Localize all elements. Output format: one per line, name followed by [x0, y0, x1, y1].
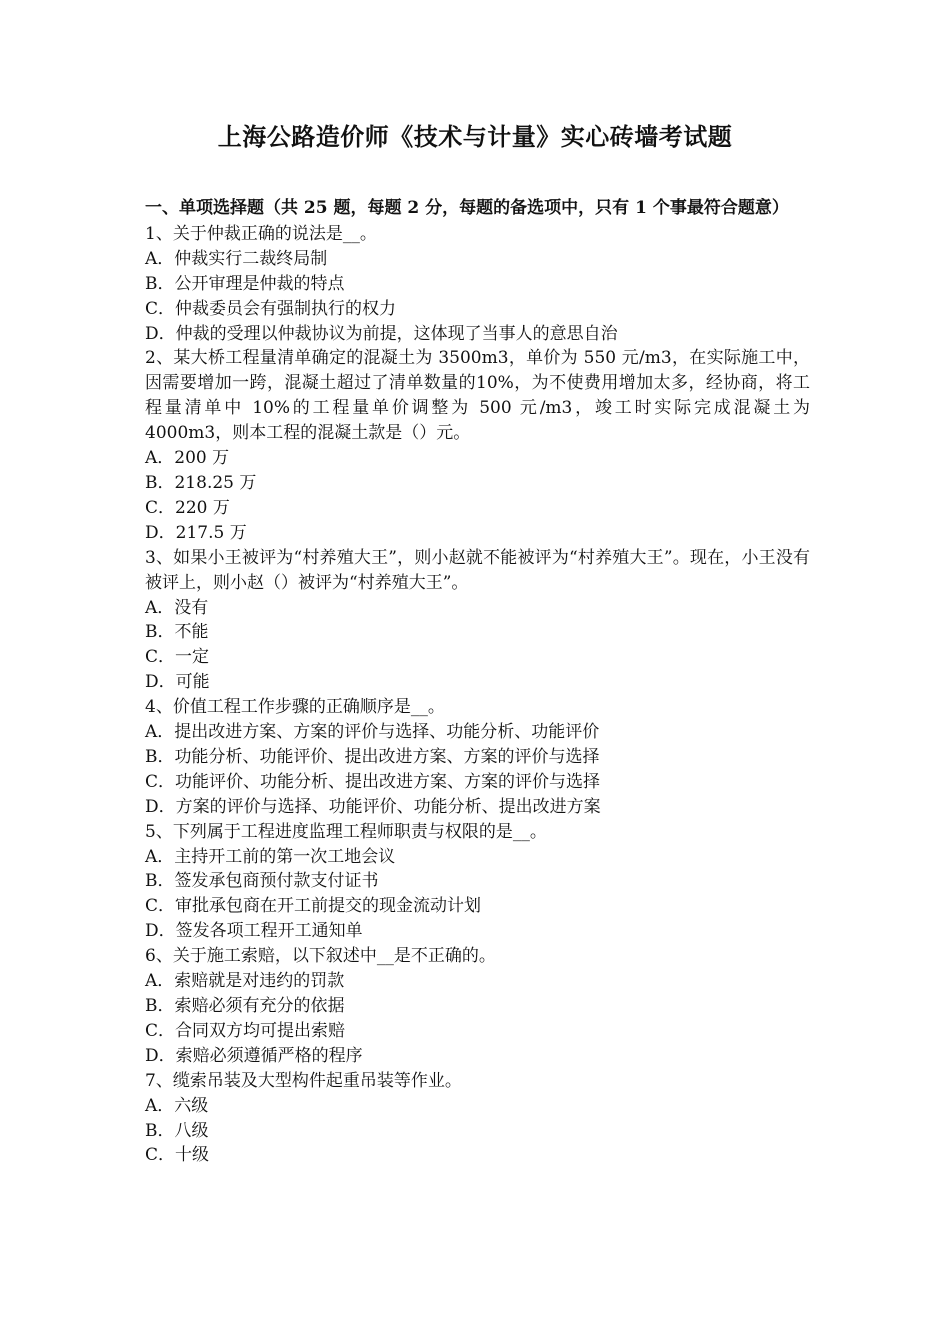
option-a: A．提出改进方案、方案的评价与选择、功能分析、功能评价 — [145, 722, 600, 743]
option-b: B．218.25 万 — [145, 472, 257, 493]
question-stem: 2、某大桥工程量清单确定的混凝土为 3500m3，单价为 550 元/m3，在实际施工中，因需要增加一跨，混凝土超过了清单数量的10%，为不使费用增加太多，经协商，将工程量清单中 10%的工程量单价调整为 500 元/m3，竣工时实际完成混凝土为 4000m3，则本工程的混凝土款是（）元。 — [145, 348, 810, 444]
option-b: B．签发承包商预付款支付证书 — [145, 871, 379, 892]
option-c: C．审批承包商在开工前提交的现金流动计划 — [145, 896, 482, 917]
question-stem: 4、价值工程工作步骤的正确顺序是__。 — [145, 697, 445, 718]
document-body — [145, 196, 810, 1168]
option-c: C．220 万 — [145, 497, 230, 518]
option-d: D．仲裁的受理以仲裁协议为前提，这体现了当事人的意思自治 — [145, 323, 618, 344]
option-a: A．没有 — [145, 597, 209, 618]
question-stem: 1、关于仲裁正确的说法是__。 — [145, 223, 377, 244]
option-b: B．公开审理是仲裁的特点 — [145, 273, 345, 294]
question-stem: 5、下列属于工程进度监理工程师职责与权限的是__。 — [145, 821, 547, 842]
option-b: B．索赔必须有充分的依据 — [145, 996, 345, 1016]
question-stem: 6、关于施工索赔，以下叙述中__是不正确的。 — [145, 946, 496, 967]
question-stem: 3、如果小王被评为“村养殖大王”，则小赵就不能被评为“村养殖大王”。现在，小王没有被评上，则小赵（）被评为“村养殖大王”。 — [145, 547, 810, 593]
option-a: A．仲裁实行二裁终局制 — [145, 248, 328, 269]
option-c: C．仲裁委员会有强制执行的权力 — [145, 298, 397, 319]
option-b: B．功能分析、功能评价、提出改进方案、方案的评价与选择 — [145, 746, 600, 767]
question-3 — [145, 546, 810, 695]
option-d: D．签发各项工程开工通知单 — [145, 921, 363, 942]
option-d: D．217.5 万 — [145, 522, 247, 543]
option-c: C．十级 — [145, 1145, 210, 1166]
option-a: A．主持开工前的第一次工地会议 — [145, 846, 396, 867]
option-c: C．一定 — [145, 647, 210, 668]
option-b: B．八级 — [145, 1120, 209, 1141]
question-6 — [145, 944, 810, 1069]
option-d: D．方案的评价与选择、功能评价、功能分析、提出改进方案 — [145, 796, 601, 817]
question-7 — [145, 1069, 810, 1169]
option-b: B．不能 — [145, 622, 209, 643]
option-a: A．六级 — [145, 1095, 209, 1116]
option-a: A．200 万 — [145, 448, 230, 469]
document-title: 上海公路造价师《技术与计量》实心砖墙考试题 — [217, 122, 733, 151]
question-5 — [145, 820, 810, 945]
question-2 — [145, 346, 810, 545]
option-d: D．可能 — [145, 672, 210, 693]
question-4 — [145, 695, 810, 820]
option-c: C．合同双方均可提出索赔 — [145, 1020, 346, 1041]
option-c: C．功能评价、功能分析、提出改进方案、方案的评价与选择 — [145, 771, 601, 792]
question-1 — [145, 222, 810, 347]
option-d: D．索赔必须遵循严格的程序 — [145, 1045, 363, 1066]
option-a: A．索赔就是对违约的罚款 — [145, 971, 345, 992]
question-stem: 7、缆索吊装及大型构件起重吊装等作业。 — [145, 1070, 462, 1091]
section-header: 一、单项选择题（共 25 题，每题 2 分，每题的备选项中，只有 1 个事最符合题意） — [145, 198, 789, 218]
